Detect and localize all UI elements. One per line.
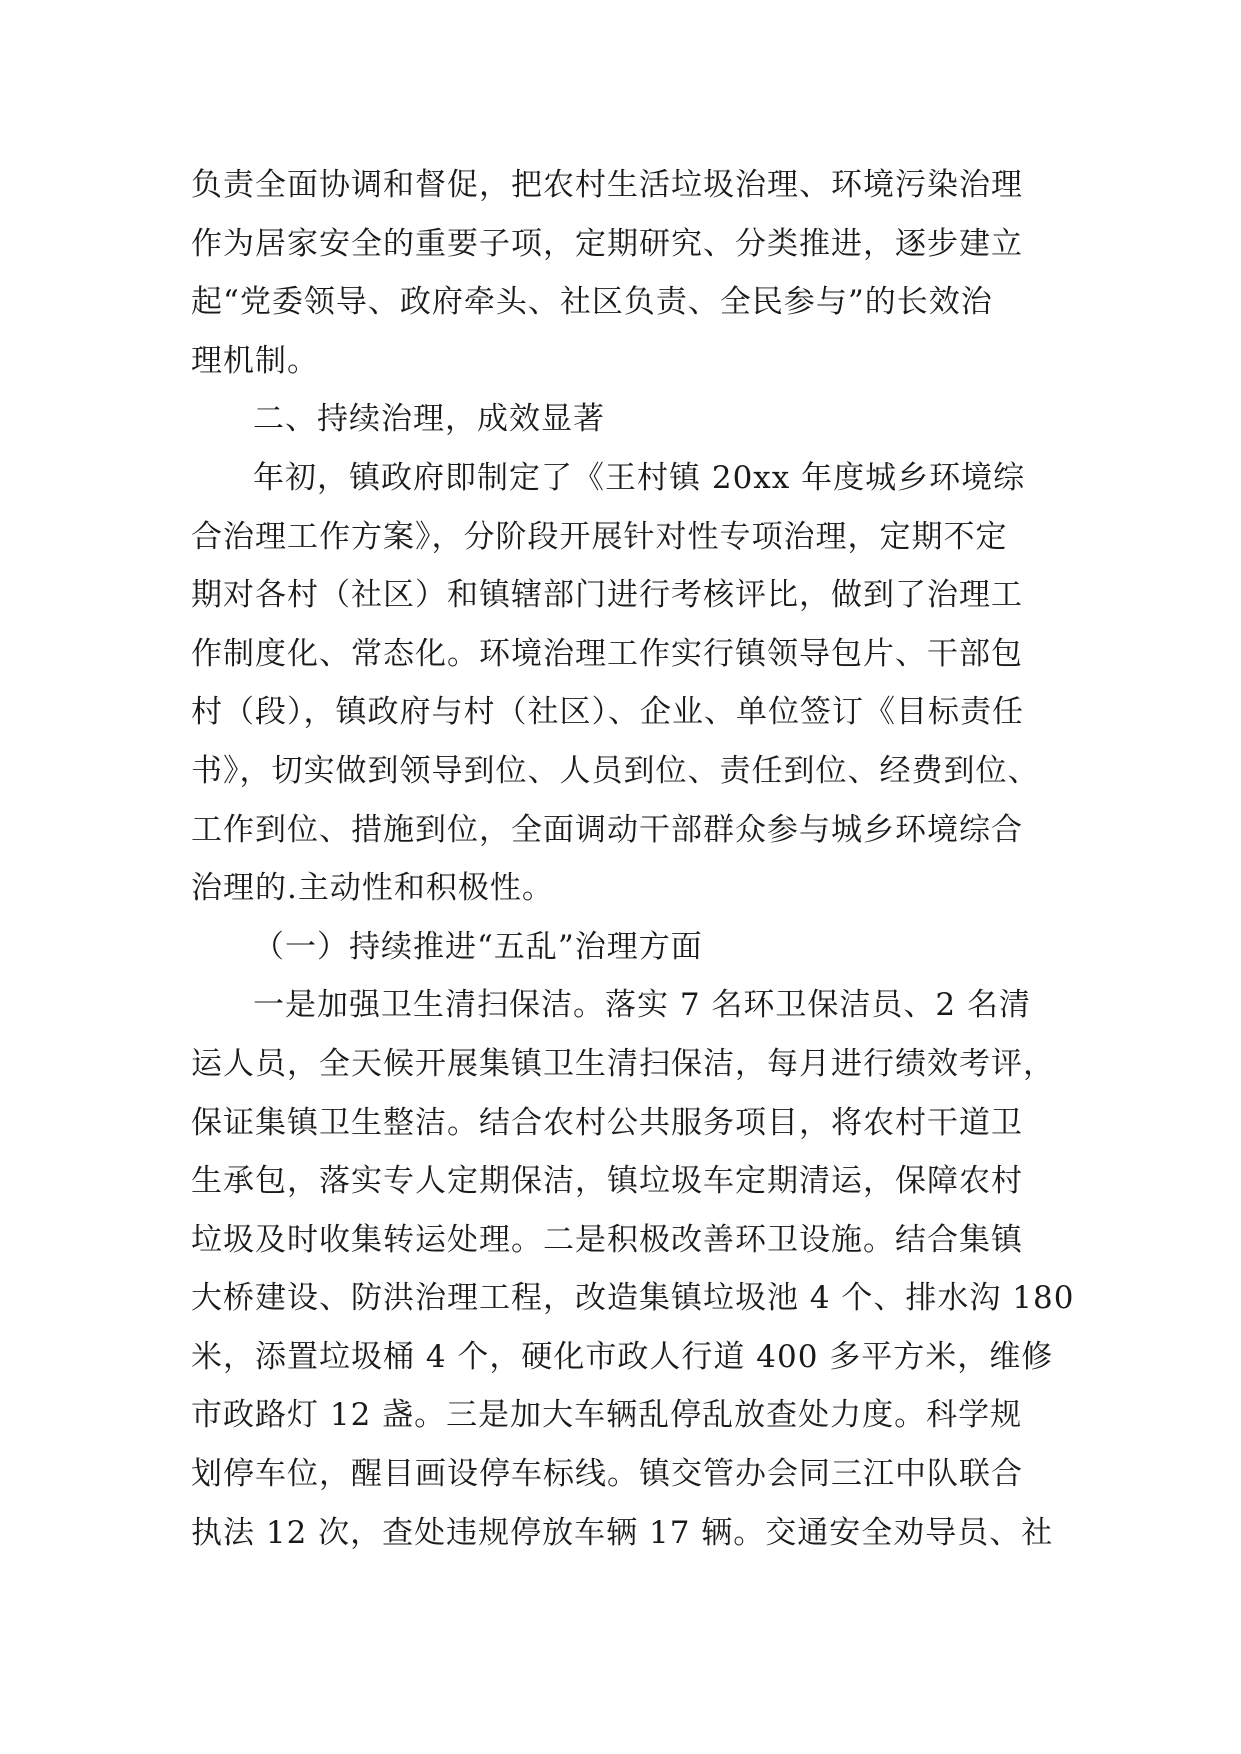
text-line: 大桥建设、防洪治理工程，改造集镇垃圾池 4 个、排水沟 180 (191, 1280, 1075, 1317)
text-line: 年初，镇政府即制定了《王村镇 20xx 年度城乡环境综 (253, 459, 1026, 496)
text-line: 书》，切实做到领导到位、人员到位、责任到位、经费到位、 (191, 752, 1040, 789)
document-body (191, 156, 1075, 1562)
text-line: 米，添置垃圾桶 4 个，硬化市政人行道 400 多平方米，维修 (191, 1338, 1054, 1375)
text-line: （一）持续推进“五乱”治理方面 (253, 928, 703, 965)
text-line: 理机制。 (191, 342, 319, 379)
text-line: 合治理工作方案》，分阶段开展针对性专项治理，定期不定 (191, 518, 1008, 555)
text-line: 起“党委领导、政府牵头、社区负责、全民参与”的长效治 (191, 284, 993, 321)
text-line: 运人员，全天候开展集镇卫生清扫保洁，每月进行绩效考评， (191, 1045, 1055, 1082)
text-line: 作制度化、常态化。环境治理工作实行镇领导包片、干部包 (191, 635, 1023, 672)
text-line: 市政路灯 12 盏。三是加大车辆乱停乱放查处力度。科学规 (191, 1397, 1023, 1434)
text-line: 二、持续治理，成效显著 (253, 401, 605, 438)
text-line: 垃圾及时收集转运处理。二是积极改善环卫设施。结合集镇 (191, 1221, 1023, 1258)
text-line: 负责全面协调和督促，把农村生活垃圾治理、环境污染治理 (191, 167, 1023, 203)
text-line: 保证集镇卫生整洁。结合农村公共服务项目，将农村干道卫 (191, 1104, 1023, 1141)
text-line: 作为居家安全的重要子项，定期研究、分类推进，逐步建立 (191, 225, 1023, 262)
text-line: 治理的.主动性和积极性。 (191, 870, 554, 907)
text-line: 一是加强卫生清扫保洁。落实 7 名环卫保洁员、2 名清 (253, 987, 1032, 1024)
text-line: 执法 12 次，查处违规停放车辆 17 辆。交通安全劝导员、社 (191, 1514, 1054, 1551)
text-line: 村（段），镇政府与村（社区）、企业、单位签订《目标责任 (191, 694, 1024, 731)
text-line: 划停车位，醒目画设停车标线。镇交管办会同三江中队联合 (191, 1456, 1023, 1493)
text-line: 期对各村（社区）和镇辖部门进行考核评比，做到了治理工 (191, 577, 1023, 614)
text-line: 生承包，落实专人定期保洁，镇垃圾车定期清运，保障农村 (191, 1163, 1023, 1200)
text-line: 工作到位、措施到位，全面调动干部群众参与城乡环境综合 (191, 811, 1023, 848)
